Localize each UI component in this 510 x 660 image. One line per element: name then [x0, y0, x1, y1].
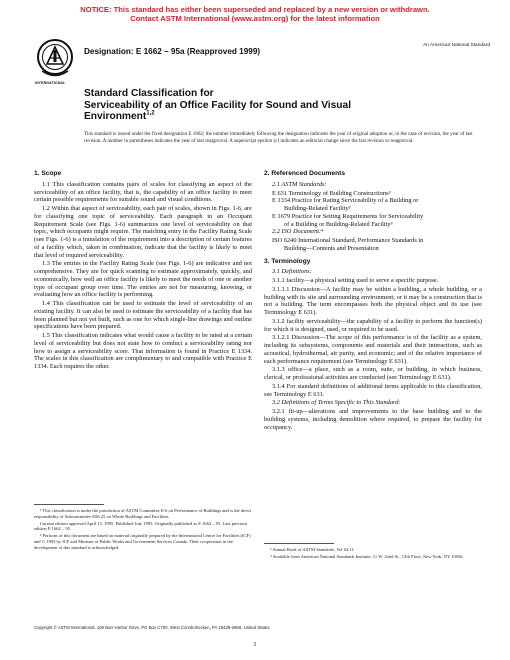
- title-line-3: Environment$^{1,2}$: [84, 110, 155, 122]
- footnote-2: ² Portions of this document are based on material originally prepared by the International Centre for Facilities (ICF) and © 1993 by ICF and Minister of Public Works and Government Services Canada. Their cooperation in the development of this standard is acknowledged.: [34, 533, 251, 550]
- scope-heading: 1. Scope: [34, 170, 62, 177]
- paragraph-1-1: 1.1 This classification contains pairs of scales for classifying an aspect of the serviceability of an office facility, that is, the capability of an office facility to meet certain possible requirements for suitable sound and visual conditions.: [34, 180, 252, 204]
- astm-logo-icon: [36, 38, 74, 82]
- paragraph-1-2: 1.2 Within that aspect of serviceability, each pair of scales, shown in Figs. 1-6, are for classifying one topic of serviceability. Each paragraph in an Occupant Requirement Scale (see Figs. 1-6) summarizes one level of serviceability on that topic, which occupants might require. The matching entry in the Facility Rating Scale (see Figs. 1-6) is a translation of the requirement into a description of certain features of a facility which, taken in combination, indicate that the facility is likely to meet that level of required serviceability.: [34, 205, 252, 259]
- ref-e1334-cont: Building-Related Facility³: [284, 205, 351, 212]
- document-title: [84, 88, 444, 123]
- term-3-1-3: 3.1.3 office—a place, such as a room, suite, or building, in which business, clerical, or professional activities are conducted (see Terminology E 631).: [264, 366, 482, 381]
- notice-line-2: Contact ASTM International (www.astm.org) for the latest information: [130, 14, 380, 23]
- title-line-1: Standard Classification for: [84, 88, 214, 99]
- term-3-1: 3.1 Definitions:: [272, 268, 312, 276]
- footnote-4: ⁴ Available from American National Standards Institute, 11 W. 42nd St., 13th Floor, New York, NY 10036.: [270, 554, 464, 560]
- ref-2-1: 2.1 ASTM Standards:: [272, 180, 327, 188]
- paragraph-1-4: 1.4 This classification can be used to estimate the level of serviceability of an existing facility. It can also be used to estimate the serviceability of a facility that has been planned but not yet built, such as one for which single-line drawings and outline specifications have been prepared.: [34, 300, 252, 331]
- copyright: Copyright © ASTM International, 100 Barr Harbor Drive, PO Box C700, West Conshohocken, PA 19428-2959, United States.: [34, 625, 271, 630]
- term-3-1-2: 3.1.2 facility serviceability—the capability of a facility to perform the function(s) for which it is designed, used, or required to be used.: [264, 317, 482, 333]
- right-column: [264, 170, 482, 432]
- footnote-rule-left: [34, 504, 104, 505]
- term-3-2-1: 3.2.1 fit-up—alterations and improvements to the base building and to the building systems, including demolition where required, to prepare the facility for occupancy.: [264, 408, 482, 431]
- title-line-2: Serviceability of an Office Facility for Sound and Visual: [84, 99, 352, 111]
- paragraph-1-5: 1.5 This classification indicates what would cause a facility to be rated at a certain level of serviceability but does not state how to conduct a serviceability rating nor how to assign a serviceability score. That information is found in Practice E 1334. The scales in this classification are complimentary to and compatible with Practice E 1334. Each requires the other.: [34, 332, 252, 370]
- term-3-2: 3.2 Definitions of Terms Specific to This Standard:: [272, 399, 401, 407]
- footnotes-left: [34, 508, 252, 552]
- left-column: [34, 170, 252, 372]
- ref-2-2: 2.2 ISO Document:⁴: [272, 228, 324, 236]
- issued-note: This standard is issued under the fixed designation E 1662; the number immediately following the designation indicates the year of original adoption or, in the case of revision, the year of last revision. A number in parentheses indicates the year of last reapproval. A superscript epsilon (ε) indicates an editorial change since the last revision or reapproval.: [84, 131, 473, 144]
- ref-e1679: E 1679 Practice for Setting Requirements for Serviceability: [272, 212, 424, 220]
- page-number: 1: [253, 641, 257, 648]
- term-3-1-2-1: 3.1.2.1 Discussion—The scope of this performance is of the facility as a system, including its subsystems, components and materials and their interactions, such as acoustical, hydrothermal, air purity, and economic; and of the relative importance of each performance requirement (see Terminology E 631).: [264, 334, 482, 365]
- term-3-1-1-1: 3.1.1.1 Discussion—A facility may be within a building, a whole building, or a building with its site and surrounding environment; or it may be a construction that is not a building. The term encompasses both the physical object and its use (see Terminology E 631).: [264, 285, 482, 316]
- logo-caption: INTERNATIONAL: [35, 81, 66, 85]
- references-heading: 2. Referenced Documents: [264, 170, 345, 177]
- term-3-1-1: 3.1.1 facility—a physical setting used to serve a specific purpose.: [272, 277, 439, 284]
- ref-iso-cont: Building—Contents and Presentation: [284, 244, 379, 252]
- footnote-3: ³ Annual Book of ASTM Standards, Vol 04.11.: [270, 547, 355, 552]
- notice-line-1: NOTICE: This standard has either been superseded and replaced by a new version or withdrawn.: [80, 5, 430, 14]
- ref-e631: E 631 Terminology of Building Constructions³: [272, 189, 391, 197]
- footnote-rule-right: [264, 543, 334, 544]
- designation: Designation: E 1662 – 95a (Reapproved 1999): [84, 47, 261, 56]
- ref-iso: ISO 6240 International Standard, Performance Standards in: [272, 237, 424, 244]
- ansi-label: An American National Standard: [423, 43, 490, 48]
- term-3-1-4: 3.1.4 For standard definitions of additional terms applicable to this classification, see Terminology E 631.: [264, 382, 482, 398]
- notice-banner: [0, 5, 510, 23]
- footnote-1: ¹ This classification is under the jurisdiction of ASTM Committee E-6 on Performance of Buildings and is the direct responsibility of Subcommittee E06.25 on Whole Buildings and Facilities.: [34, 508, 252, 519]
- footnote-1b: Current edition approved April 15, 1995. Published July 1995. Originally published as E 1662 – 95. Last previous edition E 1662 – 95.: [34, 520, 248, 532]
- ref-e1679-cont: of a Building or Building-Related Facility³: [284, 220, 393, 228]
- footnotes-right: [264, 547, 482, 561]
- ref-e1334: E 1334 Practice for Rating Serviceability of a Building or: [272, 197, 419, 205]
- paragraph-1-3: 1.3 The entries in the Facility Rating Scale (see Figs. 1-6) are indicative and not comprehensive. They are for quick scanning to estimate approximately, quickly, and economically, how well an office facility is likely to meet the needs of one or another type of occupant group over time. The entries are not for measuring, knowing, or evaluating how an office facility is performing.: [34, 260, 252, 299]
- terminology-heading: 3. Terminology: [264, 257, 311, 265]
